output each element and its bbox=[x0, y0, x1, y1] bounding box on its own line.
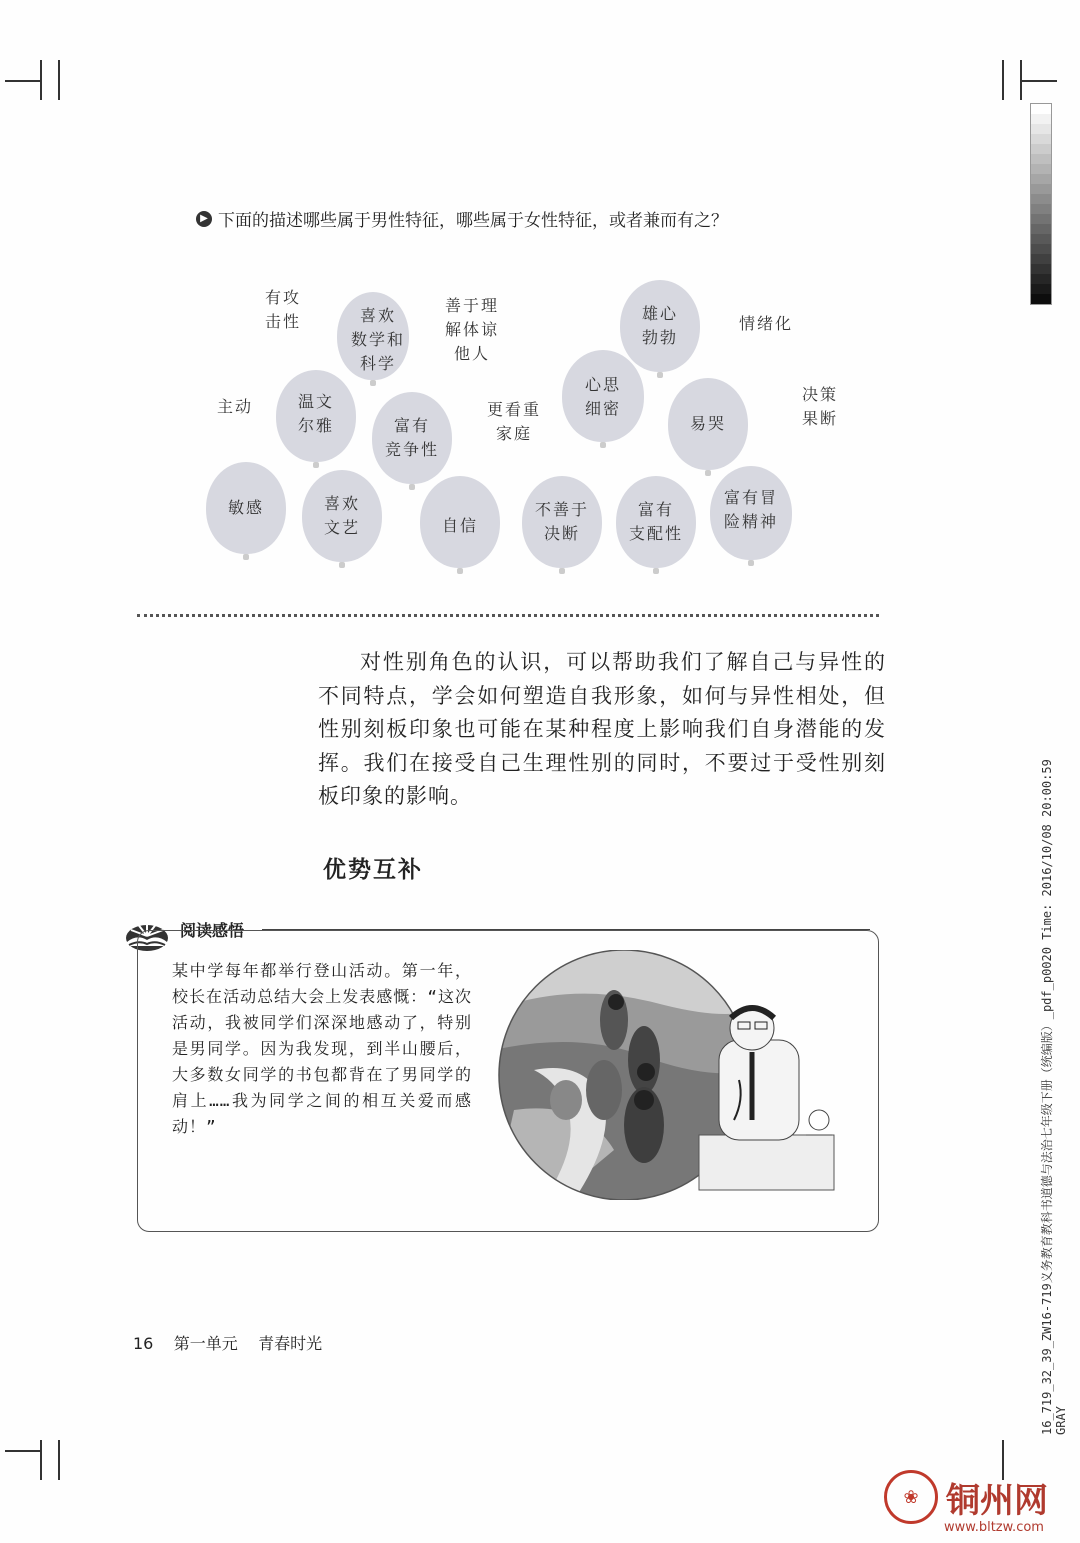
slug-line: 16_719_32_39_ZW16-719义务教育教科书道德与法治七年级下册（统编版）_pdf_p0020 Time: 2016/10/08 20:00:59 bbox=[1040, 759, 1054, 1435]
title-rule bbox=[262, 929, 870, 930]
crop-mark bbox=[1021, 80, 1057, 82]
trait-word: 更看重 家庭 bbox=[486, 400, 541, 443]
trait-word: 心思 细密 bbox=[584, 375, 621, 418]
trait-word: 善于理 解体谅 他人 bbox=[444, 296, 499, 363]
crop-mark bbox=[5, 1450, 41, 1452]
reading-story: 某中学每年都举行登山活动。第一年，校长在活动总结大会上发表感慨：“这次活动，我被同学们深深地感动了，特别是男同学。因为我发现，到半山腰后，大多数女同学的书包都背在了男同学的肩上……我为同学之间的相互关爱而感动！” bbox=[172, 961, 472, 1136]
watermark-name: 铜州网 bbox=[946, 1480, 1048, 1521]
trait-word: 决策 果断 bbox=[801, 385, 838, 428]
trait-word: 不善于 决断 bbox=[534, 500, 589, 543]
crop-mark bbox=[5, 80, 41, 82]
trait-word: 自信 bbox=[441, 516, 478, 535]
trait-word: 情绪化 bbox=[738, 314, 793, 333]
trait-word: 富有冒 险精神 bbox=[723, 488, 778, 531]
unit-title: 青春时光 bbox=[258, 1334, 323, 1353]
crop-mark bbox=[58, 60, 60, 100]
unit-label: 第一单元 bbox=[173, 1334, 238, 1353]
trait-word: 温文 尔雅 bbox=[297, 392, 334, 435]
paragraph-text: 对性别角色的认识，可以帮助我们了解自己与异性的不同特点，学会如何塑造自我形象，如何与异性相处，但性别刻板印象也可能在某种程度上影响我们自身潜能的发挥。我们在接受自己生理性别的同时，不要过于受性别刻板印象的影响。 bbox=[318, 650, 886, 808]
trait-word: 富有 竞争性 bbox=[384, 416, 439, 459]
crop-mark bbox=[1002, 60, 1004, 100]
hiking-illustration bbox=[494, 950, 854, 1200]
trait-word: 敏感 bbox=[227, 498, 264, 517]
seal-icon: ❀ bbox=[884, 1470, 938, 1524]
trait-word: 易哭 bbox=[689, 414, 726, 433]
page-footer bbox=[133, 1331, 322, 1354]
crop-mark bbox=[40, 1440, 42, 1480]
watermark bbox=[884, 1470, 1048, 1524]
trait-word: 主动 bbox=[216, 397, 253, 416]
prompt-text: 下面的描述哪些属于男性特征，哪些属于女性特征，或者兼而有之？ bbox=[218, 211, 728, 231]
dotted-divider bbox=[137, 614, 879, 617]
trait-word: 有攻 击性 bbox=[264, 288, 301, 331]
crop-mark bbox=[58, 1440, 60, 1480]
page-number: 16 bbox=[133, 1334, 154, 1353]
arrow-icon: ▶ bbox=[196, 211, 212, 227]
trait-word: 喜欢 数学和 科学 bbox=[350, 306, 405, 373]
reading-title: 阅读感悟 bbox=[180, 921, 245, 940]
section-heading: 优势互补 bbox=[323, 857, 423, 883]
slug-line: GRAY bbox=[1054, 1406, 1068, 1435]
gray-scale-bar bbox=[1030, 103, 1052, 305]
body-paragraph bbox=[318, 646, 886, 814]
trait-word: 雄心 勃勃 bbox=[641, 304, 678, 347]
watermark-url: www.bltzw.com bbox=[944, 1520, 1044, 1535]
trait-word: 富有 支配性 bbox=[628, 500, 683, 543]
print-slug bbox=[1040, 635, 1068, 1435]
trait-word: 喜欢 文艺 bbox=[323, 494, 360, 537]
activity-prompt bbox=[196, 206, 728, 231]
